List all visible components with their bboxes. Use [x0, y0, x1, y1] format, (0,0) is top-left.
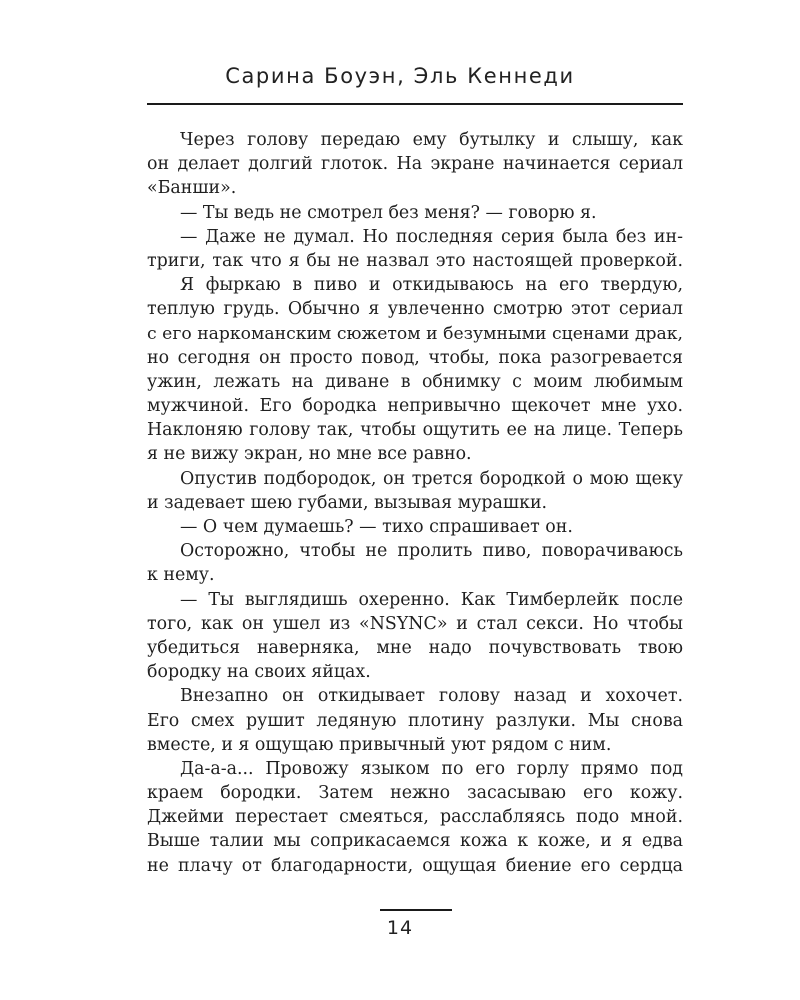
- text-line: мужчиной. Его бородка непривычно щекочет мне ухо.: [147, 396, 683, 417]
- text-line: не плачу от благодарности, ощущая биение его сердца: [147, 855, 683, 876]
- text-line: с его наркоманским сюжетом и безумными сценами драк,: [147, 323, 683, 344]
- text-line: теплую грудь. Обычно я увлеченно смотрю этот сериал: [147, 299, 683, 320]
- text-line: вместе, и я ощущаю привычный уют рядом с ним.: [147, 734, 612, 755]
- text-line: — Даже не думал. Но последняя серия была без ин-: [180, 226, 683, 247]
- text-line: Да-а-а... Провожу языком по его горлу прямо под: [180, 758, 683, 779]
- text-line: Его смех рушит ледяную плотину разлуки. Мы снова: [147, 710, 683, 731]
- text-line: того, как он ушел из «NSYNC» и стал секси. Но чтобы: [147, 613, 683, 634]
- text-line: Через голову передаю ему бутылку и слышу, как: [180, 130, 683, 150]
- text-line: Внезапно он откидывает голову назад и хохочет.: [180, 686, 683, 707]
- running-header: Сарина Боуэн, Эль Кеннеди: [225, 64, 575, 88]
- text-line: Осторожно, чтобы не пролить пиво, поворачиваюсь: [180, 541, 683, 562]
- text-line: Выше талии мы соприкасаемся кожа к коже, и я едва: [147, 831, 683, 852]
- text-line: Наклоняю голову так, чтобы ощутить ее на лице. Теперь: [147, 420, 683, 441]
- text-line: но сегодня он просто повод, чтобы, пока разогревается: [147, 347, 683, 368]
- text-line: «Банши».: [147, 178, 237, 199]
- footer-rule: [380, 909, 452, 911]
- text-line: — Ты выглядишь охеренно. Как Тимберлейк после: [180, 589, 683, 610]
- text-line: краем бородки. Затем нежно засасываю его кожу.: [147, 783, 683, 804]
- text-line: ужин, лежать на диване в обнимку с моим любимым: [147, 371, 683, 392]
- header-rule: [147, 103, 683, 105]
- text-line: Я фыркаю в пиво и откидываюсь на его твердую,: [180, 275, 683, 296]
- text-line: убедиться наверняка, мне надо почувствовать твою: [147, 637, 683, 658]
- text-line: — Ты ведь не смотрел без меня? — говорю я.: [180, 202, 597, 223]
- text-line: он делает долгий глоток. На экране начинается сериал: [147, 154, 683, 175]
- text-line: к нему.: [147, 565, 215, 586]
- text-line: бородку на своих яйцах.: [147, 662, 371, 683]
- text-line: я не вижу экран, но мне все равно.: [147, 444, 472, 465]
- text-line: триги, так что я бы не назвал это настоящей проверкой.: [147, 250, 683, 271]
- text-line: Опустив подбородок, он трется бородкой о мою щеку: [180, 468, 683, 489]
- text-line: Джейми перестает смеяться, расслабляясь подо мной.: [147, 807, 683, 828]
- text-line: и задевает шею губами, вызывая мурашки.: [147, 492, 548, 513]
- text-line: — О чем думаешь? — тихо спрашивает он.: [180, 517, 573, 537]
- body-text: [147, 128, 683, 878]
- page-number: 14: [386, 917, 414, 939]
